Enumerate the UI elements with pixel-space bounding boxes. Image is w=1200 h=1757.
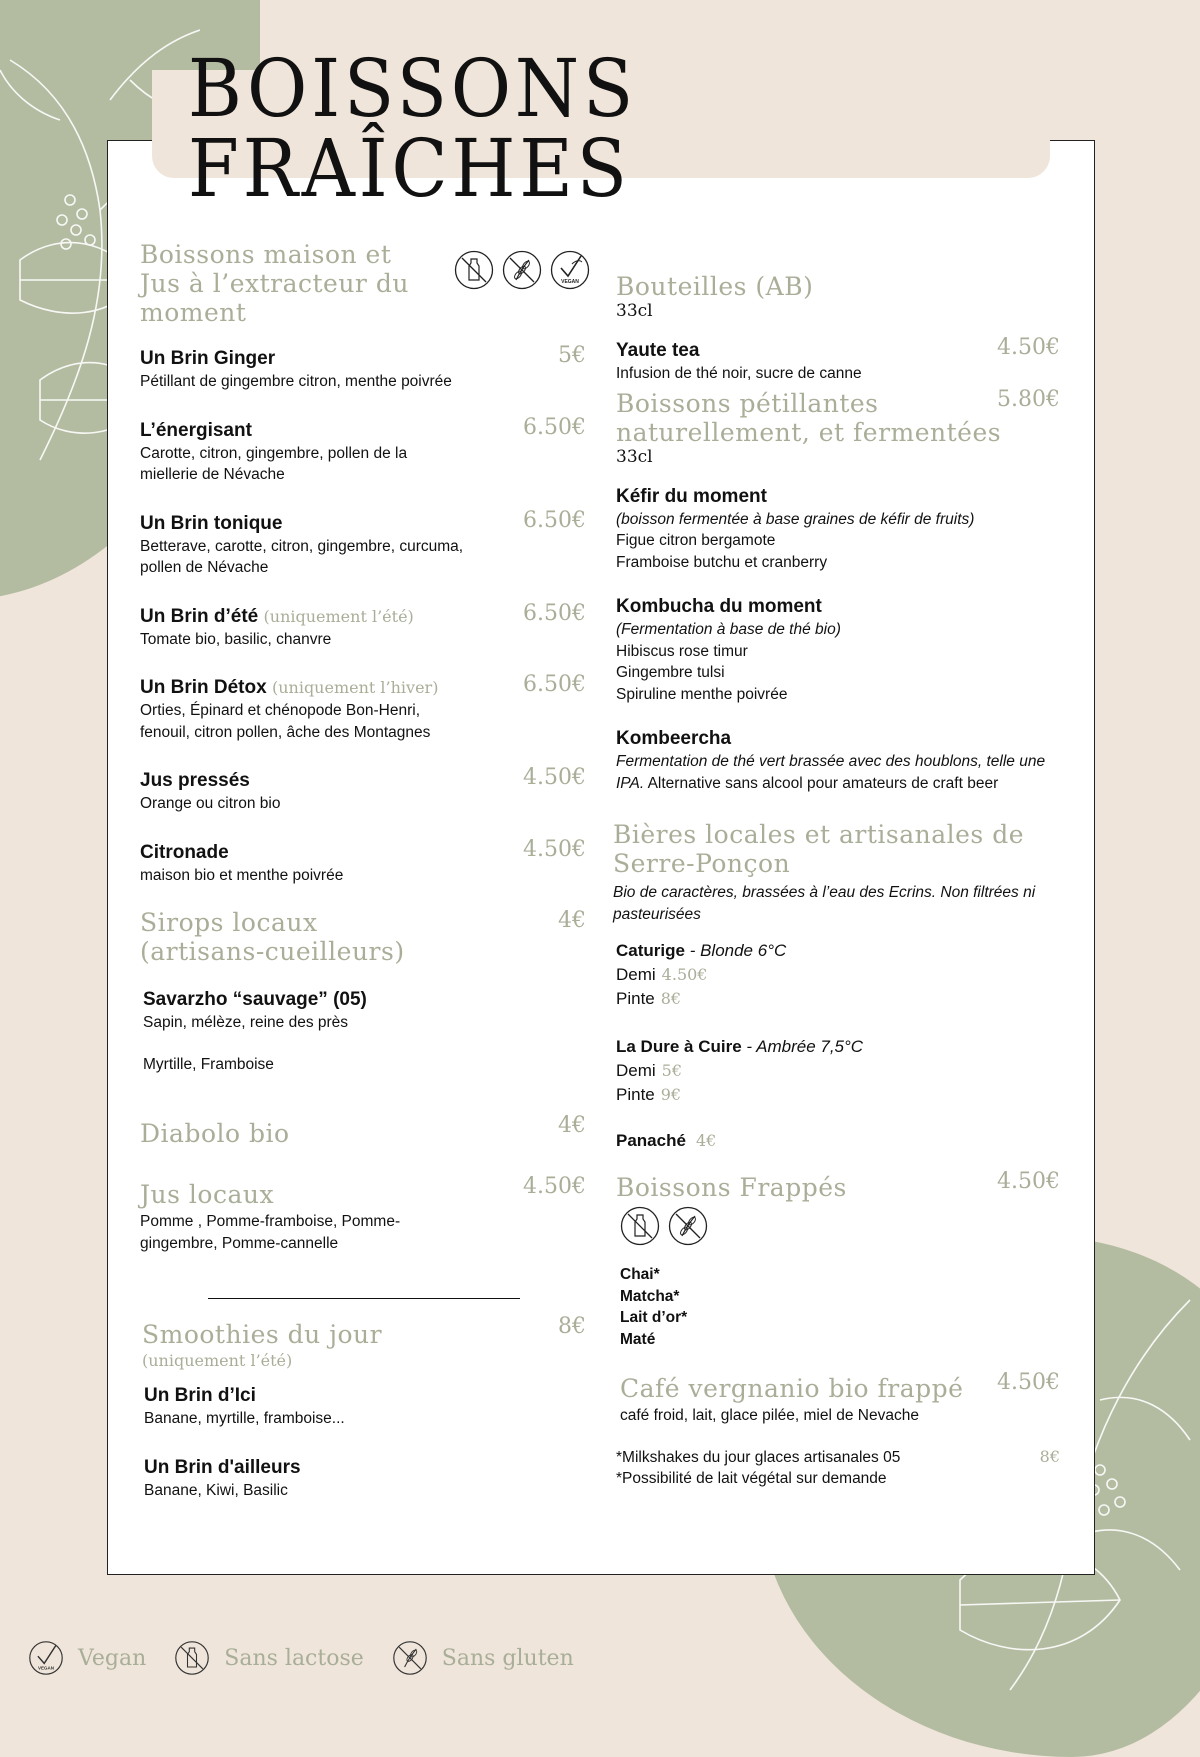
item-desc: Betterave, carotte, citron, gingembre, curcuma, bbox=[140, 537, 464, 555]
item-price: 6.50€ bbox=[523, 600, 586, 626]
section-title-sirops bbox=[140, 908, 586, 966]
item-desc: Gingembre tulsi bbox=[616, 664, 725, 681]
item-desc: Orties, Épinard et chénopode Bon-Henri, bbox=[140, 702, 421, 719]
menu-item bbox=[140, 765, 586, 815]
beer-name: La Dure à Cuire bbox=[616, 1037, 742, 1056]
beer-dure-a-cuire bbox=[616, 1035, 1060, 1107]
item-price: 6.50€ bbox=[523, 672, 586, 697]
legend-vegan-label: Vegan bbox=[78, 1645, 147, 1671]
item-desc: Framboise butchu et cranberry bbox=[616, 553, 828, 571]
beer-caturige bbox=[616, 939, 1060, 1011]
section-title-bouteilles: Bouteilles (AB) bbox=[616, 272, 814, 301]
item-desc: Tomate bio, basilic, chanvre bbox=[140, 630, 332, 648]
section-title-line: moment bbox=[140, 298, 247, 327]
section-title-smoothies: Smoothies du jour bbox=[142, 1320, 383, 1349]
item-desc: pollen de Névache bbox=[140, 559, 269, 576]
item-desc: Banane, myrtille, framboise... bbox=[144, 1410, 345, 1427]
frappes-list bbox=[620, 1264, 1060, 1350]
section-title-petillantes bbox=[616, 386, 1060, 447]
left-column bbox=[140, 240, 586, 1254]
no-bottle-icon bbox=[620, 1206, 660, 1246]
item-price: 4.50€ bbox=[523, 765, 586, 790]
page-title: BOISSONS FRAÎCHES bbox=[187, 42, 637, 215]
section-price: 4€ bbox=[558, 1113, 586, 1138]
menu-item bbox=[616, 727, 1060, 794]
footnote-price: 8€ bbox=[1039, 1446, 1060, 1466]
item-desc: Infusion de thé noir, sucre de canne bbox=[616, 365, 862, 382]
size-price: 8€ bbox=[660, 989, 682, 1008]
beer-style: - Ambrée 7,5°C bbox=[741, 1037, 864, 1056]
item-desc: Pomme , Pomme-framboise, Pomme- bbox=[140, 1213, 401, 1230]
item-name: Un Brin d’Ici bbox=[144, 1385, 256, 1406]
item-name: Un Brin Ginger bbox=[140, 348, 276, 369]
section-sirops bbox=[140, 908, 586, 1075]
item-name: Kombeercha bbox=[616, 728, 732, 749]
item-name: Un Brin tonique bbox=[140, 512, 283, 534]
diet-legend bbox=[28, 1640, 588, 1676]
vegan-icon-label: VEGAN bbox=[561, 279, 579, 285]
divider bbox=[208, 1298, 520, 1299]
section-title-line: naturellement, et fermentées bbox=[616, 417, 1002, 447]
section-desc: Bio de caractères, brassées à l’eau des Ecrins. Non filtrées ni bbox=[613, 884, 1036, 901]
item-name: Kombucha du moment bbox=[616, 596, 822, 617]
section-title-cafe: Café vergnanio bio frappé bbox=[620, 1374, 964, 1403]
list-item: Maté bbox=[620, 1330, 656, 1348]
item-price: 5€ bbox=[558, 343, 586, 368]
item-desc: café froid, lait, glace pilée, miel de Nevache bbox=[620, 1407, 919, 1424]
section-diabolo bbox=[140, 1113, 586, 1148]
section-jus-locaux bbox=[140, 1174, 586, 1254]
menu-item bbox=[140, 343, 586, 393]
right-column bbox=[613, 272, 1060, 1490]
section-title-line: Jus à l’extracteur du bbox=[140, 269, 409, 298]
diet-icons-frappes bbox=[620, 1206, 1060, 1246]
item-desc: (boisson fermentée à base graines de kéfir de fruits) bbox=[616, 510, 975, 528]
section-note: (uniquement l’été) bbox=[142, 1351, 293, 1370]
section-price: 8€ bbox=[558, 1314, 586, 1339]
item-desc: (Fermentation à base de thé bio) bbox=[616, 621, 841, 638]
size-label: Demi bbox=[616, 965, 656, 984]
beer-name: Caturige bbox=[616, 941, 685, 960]
size-price: 9€ bbox=[660, 1085, 682, 1104]
section-bieres bbox=[613, 820, 1060, 925]
section-title-jus-locaux: Jus locaux bbox=[140, 1180, 275, 1209]
item-name: Savarzho “sauvage” (05) bbox=[143, 989, 367, 1010]
item-desc: Banane, Kiwi, Basilic bbox=[144, 1481, 288, 1499]
item-desc: Alternative sans alcool pour amateurs de craft beer bbox=[644, 774, 999, 792]
section-smoothies bbox=[142, 1314, 586, 1370]
size-label: Pinte bbox=[616, 1085, 655, 1104]
item-desc: Sapin, mélèze, reine des près bbox=[143, 1014, 349, 1031]
item-name: Un Brin Détox bbox=[140, 677, 267, 698]
section-title-line: Sirops locaux bbox=[140, 908, 318, 937]
section-size: 33cl bbox=[616, 301, 653, 321]
item-price: 4.50€ bbox=[997, 335, 1060, 360]
item-desc: Figue citron bergamote bbox=[616, 532, 776, 549]
diet-icons-maison bbox=[454, 250, 590, 290]
item-desc: Orange ou citron bio bbox=[140, 795, 281, 812]
list-item: Chai* bbox=[620, 1266, 660, 1283]
item-desc: Hibiscus rose timur bbox=[616, 642, 748, 660]
section-title-frappes: Boissons Frappés bbox=[616, 1173, 847, 1202]
footnotes bbox=[616, 1447, 1060, 1490]
smoothies-section bbox=[142, 1314, 586, 1501]
menu-item bbox=[140, 600, 586, 651]
item-desc: Fermentation de thé vert brassée avec des houblons, telle une bbox=[616, 753, 1046, 770]
menu-item bbox=[140, 672, 586, 743]
footnote-line: *Possibilité de lait végétal sur demande bbox=[616, 1470, 887, 1487]
section-title-line: Boissons maison et bbox=[140, 240, 392, 269]
size-price: 5€ bbox=[661, 1061, 683, 1080]
item-price: 6.50€ bbox=[523, 414, 586, 440]
size-label: Pinte bbox=[616, 989, 655, 1008]
item-note: (uniquement l’été) bbox=[263, 606, 414, 626]
item-note: (uniquement l’hiver) bbox=[271, 678, 439, 697]
item-price: 4.50€ bbox=[523, 836, 586, 862]
menu-item bbox=[616, 485, 1060, 574]
section-bouteilles bbox=[616, 272, 1060, 321]
vegan-icon-label: VEGAN bbox=[37, 1665, 55, 1671]
menu-item bbox=[142, 1456, 586, 1502]
no-bottle-icon bbox=[454, 250, 494, 290]
menu-item bbox=[616, 595, 1060, 705]
list-item: Matcha* bbox=[620, 1287, 680, 1305]
section-price: 4.50€ bbox=[523, 1174, 586, 1199]
size-price: 4.50€ bbox=[661, 965, 708, 984]
section-petillantes bbox=[616, 386, 1060, 467]
item-name: Un Brin d’été bbox=[140, 605, 259, 627]
section-title-line: Serre-Ponçon bbox=[613, 849, 791, 878]
no-bottle-icon bbox=[174, 1640, 210, 1676]
section-price: 5.80€ bbox=[997, 386, 1060, 412]
vegan-check-icon bbox=[28, 1640, 64, 1676]
item-desc: gingembre, Pomme-cannelle bbox=[140, 1234, 339, 1252]
vegan-check-icon bbox=[550, 250, 590, 290]
size-label: Demi bbox=[616, 1061, 656, 1080]
beer-name: Panaché bbox=[616, 1131, 686, 1150]
section-cafe bbox=[620, 1370, 1060, 1427]
section-price: 4€ bbox=[558, 908, 586, 933]
menu-item bbox=[140, 836, 586, 887]
menu-item bbox=[140, 414, 586, 486]
section-desc: pasteurisées bbox=[613, 905, 701, 923]
legend-gluten-label: Sans gluten bbox=[441, 1645, 574, 1671]
list-item: Lait d’or* bbox=[620, 1309, 688, 1326]
no-wheat-icon bbox=[392, 1640, 428, 1676]
section-title-line: Boissons pétillantes bbox=[616, 388, 879, 418]
section-size: 33cl bbox=[616, 446, 653, 467]
title-banner bbox=[152, 42, 1050, 215]
item-desc: IPA. bbox=[616, 774, 645, 792]
section-price: 4.50€ bbox=[997, 1370, 1060, 1395]
section-title-diabolo: Diabolo bio bbox=[140, 1119, 290, 1148]
section-title-line: Bières locales et artisanales de bbox=[613, 820, 1024, 849]
item-name: L’énergisant bbox=[140, 419, 252, 441]
menu-item bbox=[140, 507, 586, 579]
item-desc: Carotte, citron, gingembre, pollen de la bbox=[140, 444, 408, 462]
item-name: Citronade bbox=[140, 841, 229, 863]
beer-panache bbox=[616, 1129, 1060, 1153]
item-desc: Myrtille, Framboise bbox=[143, 1055, 274, 1073]
section-title-line: (artisans-cueilleurs) bbox=[140, 937, 405, 966]
item-name: Yaute tea bbox=[616, 340, 700, 361]
item-desc: miellerie de Névache bbox=[140, 466, 285, 483]
item-name: Un Brin d'ailleurs bbox=[144, 1456, 301, 1478]
item-price: 6.50€ bbox=[523, 507, 586, 533]
item-name: Kéfir du moment bbox=[616, 485, 767, 507]
menu-item bbox=[142, 1384, 586, 1430]
menu-item bbox=[616, 335, 1060, 385]
section-price: 4.50€ bbox=[997, 1169, 1060, 1194]
section-title-bieres bbox=[613, 820, 1060, 878]
beer-price: 4€ bbox=[695, 1131, 717, 1150]
footnote-line: *Milkshakes du jour glaces artisanales 05 bbox=[616, 1448, 901, 1466]
item-desc: fenouil, citron pollen, âche des Montagnes bbox=[140, 723, 431, 741]
no-wheat-icon bbox=[668, 1206, 708, 1246]
no-wheat-icon bbox=[502, 250, 542, 290]
legend-lactose-label: Sans lactose bbox=[224, 1645, 364, 1671]
item-desc: Pétillant de gingembre citron, menthe poivrée bbox=[140, 373, 452, 390]
item-desc: Spiruline menthe poivrée bbox=[616, 685, 788, 703]
section-frappes bbox=[616, 1169, 1060, 1350]
item-name: Jus pressés bbox=[140, 770, 250, 791]
beer-style: - Blonde 6°C bbox=[684, 941, 787, 960]
item-desc: maison bio et menthe poivrée bbox=[140, 866, 344, 884]
